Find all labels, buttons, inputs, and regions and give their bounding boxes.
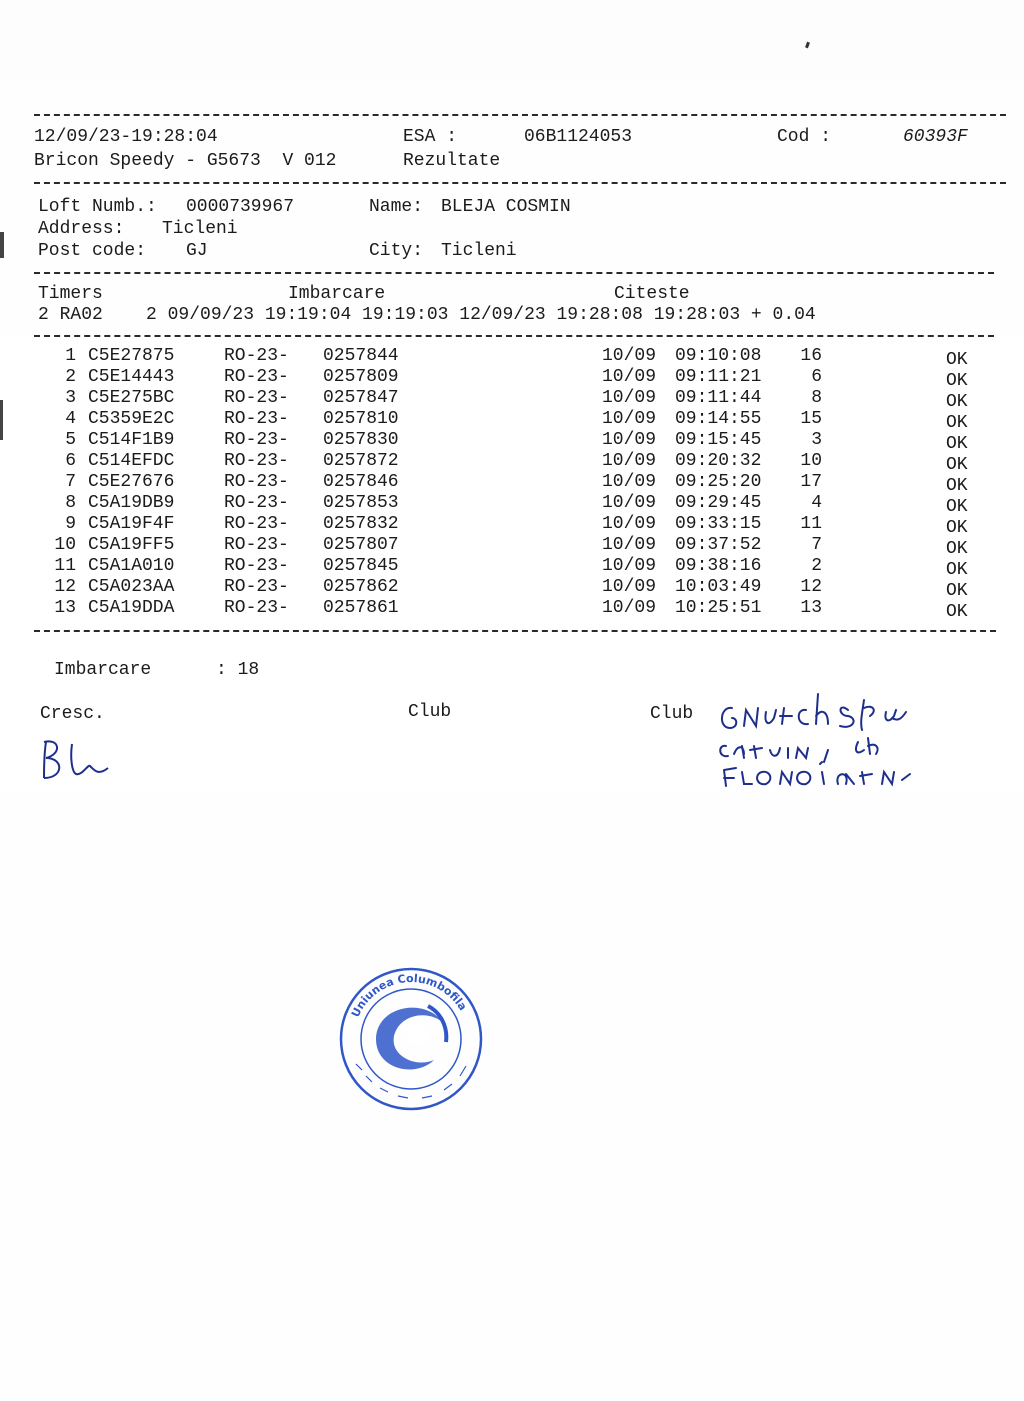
row-index: 12 — [54, 577, 76, 597]
table-row — [0, 451, 1024, 475]
club-signature — [716, 688, 972, 792]
ring-prefix: RO-23- — [224, 367, 289, 387]
arrival-time: 09:38:16 — [675, 556, 762, 576]
ring-prefix: RO-23- — [224, 598, 289, 618]
status: OK — [946, 434, 968, 454]
chip-id: C5A19FF5 — [88, 535, 175, 555]
imbarcare-header: Imbarcare — [288, 284, 386, 304]
position: 13 — [800, 598, 822, 618]
chip-id: C5359E2C — [88, 409, 175, 429]
position: 2 — [811, 556, 822, 576]
ring-number: 0257861 — [323, 598, 399, 618]
chip-id: C5A1A010 — [88, 556, 175, 576]
table-row — [0, 430, 1024, 454]
divider — [34, 335, 994, 337]
status: OK — [946, 539, 968, 559]
row-index: 4 — [65, 409, 76, 429]
position: 7 — [811, 535, 822, 555]
status: OK — [946, 581, 968, 601]
arrival-date: 10/09 — [602, 430, 657, 450]
arrival-time: 09:11:21 — [675, 367, 762, 387]
address-value: Ticleni — [162, 219, 238, 239]
arrival-date: 10/09 — [602, 472, 657, 492]
arrival-time: 09:14:55 — [675, 409, 762, 429]
chip-id: C514F1B9 — [88, 430, 175, 450]
doc-type: Rezultate — [403, 151, 501, 171]
device-name: Bricon Speedy - G5673 V 012 — [34, 151, 337, 171]
table-row — [0, 493, 1024, 517]
chip-id: C5A023AA — [88, 577, 175, 597]
row-index: 7 — [65, 472, 76, 492]
esa-label: ESA : — [403, 127, 458, 147]
status: OK — [946, 455, 968, 475]
status: OK — [946, 350, 968, 370]
loft-number-value: 0000739967 — [186, 197, 295, 217]
ring-number: 0257845 — [323, 556, 399, 576]
ring-number: 0257853 — [323, 493, 399, 513]
ring-number: 0257844 — [323, 346, 399, 366]
arrival-time: 09:37:52 — [675, 535, 762, 555]
arrival-date: 10/09 — [602, 388, 657, 408]
ring-prefix: RO-23- — [224, 346, 289, 366]
ring-prefix: RO-23- — [224, 535, 289, 555]
row-index: 6 — [65, 451, 76, 471]
ring-prefix: RO-23- — [224, 430, 289, 450]
arrival-time: 09:15:45 — [675, 430, 762, 450]
ring-number: 0257810 — [323, 409, 399, 429]
chip-id: C5E275BC — [88, 388, 175, 408]
table-row — [0, 556, 1024, 580]
status: OK — [946, 476, 968, 496]
ring-prefix: RO-23- — [224, 556, 289, 576]
row-index: 9 — [65, 514, 76, 534]
arrival-date: 10/09 — [602, 451, 657, 471]
cresc-signature — [38, 736, 118, 786]
divider — [34, 630, 996, 632]
table-row — [0, 535, 1024, 559]
table-row — [0, 472, 1024, 496]
row-index: 5 — [65, 430, 76, 450]
table-row — [0, 346, 1024, 370]
club-label-1: Club — [408, 702, 452, 722]
timers-line: 2 RA02 2 09/09/23 19:19:04 19:19:03 12/09/23 19:28:08 19:28:03 + 0.04 — [38, 305, 816, 325]
print-datetime: 12/09/23-19:28:04 — [34, 127, 218, 147]
arrival-date: 10/09 — [602, 556, 657, 576]
cresc-label: Cresc. — [40, 704, 105, 724]
table-row — [0, 367, 1024, 391]
chip-id: C5E14443 — [88, 367, 175, 387]
imbarcare-total-label: Imbarcare — [54, 660, 152, 680]
table-row — [0, 577, 1024, 601]
arrival-time: 09:10:08 — [675, 346, 762, 366]
arrival-date: 10/09 — [602, 409, 657, 429]
ring-prefix: RO-23- — [224, 514, 289, 534]
status: OK — [946, 413, 968, 433]
divider — [34, 182, 1006, 184]
position: 17 — [800, 472, 822, 492]
row-index: 3 — [65, 388, 76, 408]
arrival-date: 10/09 — [602, 577, 657, 597]
status: OK — [946, 560, 968, 580]
arrival-time: 09:29:45 — [675, 493, 762, 513]
ring-number: 0257807 — [323, 535, 399, 555]
table-row — [0, 598, 1024, 622]
imbarcare-total-value: : 18 — [216, 660, 260, 680]
timers-label: Timers — [38, 284, 103, 304]
arrival-date: 10/09 — [602, 514, 657, 534]
ring-prefix: RO-23- — [224, 577, 289, 597]
chip-id: C5E27875 — [88, 346, 175, 366]
ring-prefix: RO-23- — [224, 493, 289, 513]
position: 8 — [811, 388, 822, 408]
arrival-time: 10:03:49 — [675, 577, 762, 597]
name-value: BLEJA COSMIN — [441, 197, 571, 217]
position: 15 — [800, 409, 822, 429]
row-index: 10 — [54, 535, 76, 555]
row-index: 2 — [65, 367, 76, 387]
ring-prefix: RO-23- — [224, 409, 289, 429]
loft-number-label: Loft Numb.: — [38, 197, 157, 217]
row-index: 11 — [54, 556, 76, 576]
arrival-time: 09:11:44 — [675, 388, 762, 408]
status: OK — [946, 602, 968, 622]
arrival-time: 09:25:20 — [675, 472, 762, 492]
position: 12 — [800, 577, 822, 597]
table-row — [0, 409, 1024, 433]
divider — [34, 272, 994, 274]
ink-speck — [805, 42, 810, 49]
cod-label: Cod : — [777, 127, 832, 147]
table-row — [0, 514, 1024, 538]
ring-number: 0257872 — [323, 451, 399, 471]
status: OK — [946, 497, 968, 517]
chip-id: C5A19F4F — [88, 514, 175, 534]
chip-id: C514EFDC — [88, 451, 175, 471]
table-row — [0, 388, 1024, 412]
position: 4 — [811, 493, 822, 513]
position: 11 — [800, 514, 822, 534]
club-label-2: Club — [650, 704, 694, 724]
ring-number: 0257832 — [323, 514, 399, 534]
chip-id: C5A19DDA — [88, 598, 175, 618]
esa-value: 06B1124053 — [524, 127, 633, 147]
name-label: Name: — [369, 197, 424, 217]
ring-number: 0257830 — [323, 430, 399, 450]
ring-prefix: RO-23- — [224, 472, 289, 492]
ring-number: 0257809 — [323, 367, 399, 387]
ring-number: 0257862 — [323, 577, 399, 597]
postcode-value: GJ — [186, 241, 208, 261]
position: 3 — [811, 430, 822, 450]
row-index: 8 — [65, 493, 76, 513]
divider — [34, 114, 1006, 116]
ring-prefix: RO-23- — [224, 451, 289, 471]
arrival-date: 10/09 — [602, 598, 657, 618]
arrival-time: 10:25:51 — [675, 598, 762, 618]
chip-id: C5A19DB9 — [88, 493, 175, 513]
chip-id: C5E27676 — [88, 472, 175, 492]
arrival-time: 09:33:15 — [675, 514, 762, 534]
ring-prefix: RO-23- — [224, 388, 289, 408]
position: 16 — [800, 346, 822, 366]
city-value: Ticleni — [441, 241, 517, 261]
arrival-date: 10/09 — [602, 367, 657, 387]
position: 10 — [800, 451, 822, 471]
city-label: City: — [369, 241, 424, 261]
position: 6 — [811, 367, 822, 387]
ring-number: 0257846 — [323, 472, 399, 492]
cod-value: 60393F — [903, 127, 968, 147]
scan-edge-mark — [0, 232, 4, 258]
postcode-label: Post code: — [38, 241, 147, 261]
status: OK — [946, 392, 968, 412]
row-index: 13 — [54, 598, 76, 618]
arrival-date: 10/09 — [602, 346, 657, 366]
status: OK — [946, 518, 968, 538]
arrival-date: 10/09 — [602, 493, 657, 513]
arrival-time: 09:20:32 — [675, 451, 762, 471]
address-label: Address: — [38, 219, 125, 239]
stamp-text: Uniunea Columbofila — [348, 971, 470, 1020]
ring-number: 0257847 — [323, 388, 399, 408]
citeste-header: Citeste — [614, 284, 690, 304]
club-stamp — [336, 966, 486, 1112]
row-index: 1 — [65, 346, 76, 366]
arrival-date: 10/09 — [602, 535, 657, 555]
status: OK — [946, 371, 968, 391]
